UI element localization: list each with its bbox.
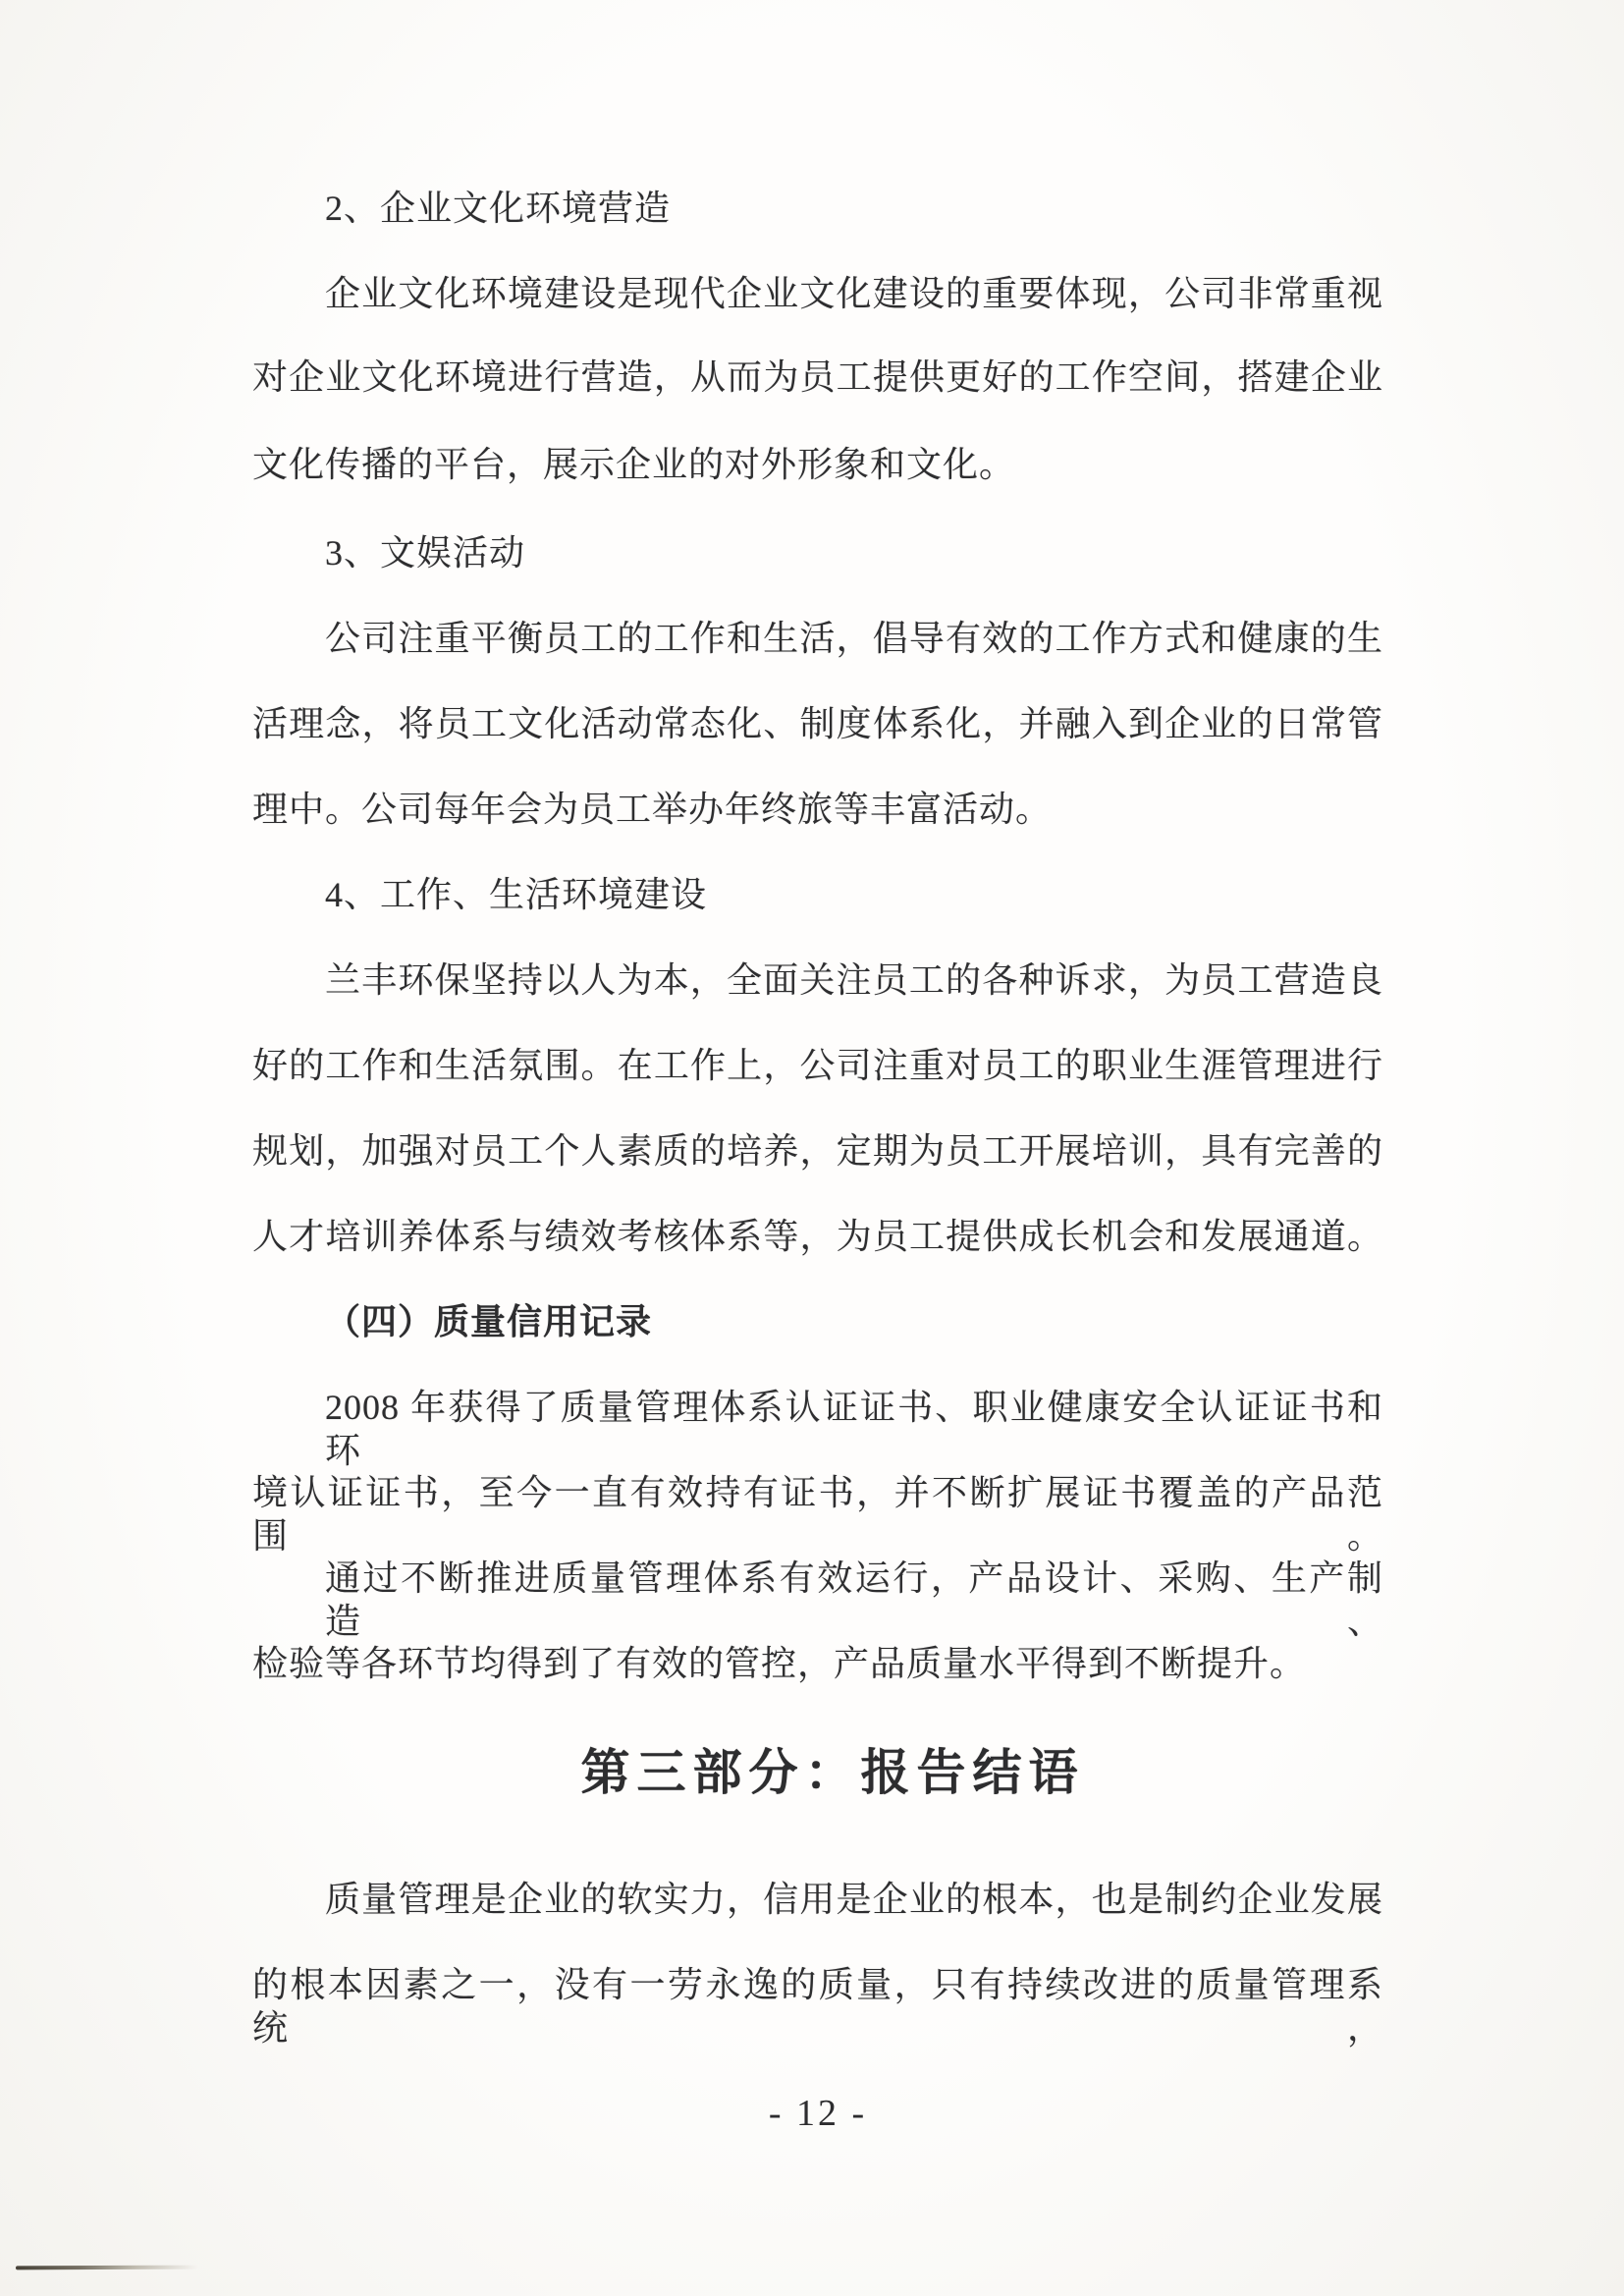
section-heading: 第三部分：报告结语 — [580, 1745, 1085, 1800]
text-line: 活理念，将员工文化活动常态化、制度体系化，并融入到企业的日常管 — [252, 704, 1383, 743]
text-line: 2、企业文化环境营造 — [325, 189, 672, 228]
text-line: 检验等各环节均得到了有效的管控，产品质量水平得到不断提升。 — [252, 1644, 1307, 1683]
text-line: 3、文娱活动 — [325, 533, 526, 573]
text-line: 2008 年获得了质量管理体系认证证书、职业健康安全认证证书和环 — [325, 1388, 1383, 1470]
text-line: 理中。公司每年会为员工举办年终旅等丰富活动。 — [252, 790, 1053, 829]
text-line: 企业文化环境建设是现代企业文化建设的重要体现，公司非常重视 — [325, 274, 1383, 313]
text-line: 境认证证书，至今一直有效持有证书，并不断扩展证书覆盖的产品范围。 — [252, 1473, 1383, 1556]
text-line: 文化传播的平台，展示企业的对外形象和文化。 — [252, 445, 1016, 484]
text-line: 对企业文化环境进行营造，从而为员工提供更好的工作空间，搭建企业 — [252, 357, 1383, 397]
text-line: 兰丰环保坚持以人为本，全面关注员工的各种诉求，为员工营造良 — [325, 960, 1383, 1000]
text-line: 好的工作和生活氛围。在工作上，公司注重对员工的职业生涯管理进行 — [252, 1046, 1383, 1085]
text-line: 的根本因素之一，没有一劳永逸的质量，只有持续改进的质量管理系统， — [252, 1965, 1383, 2048]
text-line: 通过不断推进质量管理体系有效运行，产品设计、采购、生产制造、 — [325, 1558, 1383, 1641]
text-line: 人才培训养体系与绩效考核体系等，为员工提供成长机会和发展通道。 — [252, 1217, 1383, 1256]
text-line: 4、工作、生活环境建设 — [325, 875, 708, 914]
text-line: （四）质量信用记录 — [325, 1302, 653, 1341]
text-line: 质量管理是企业的软实力，信用是企业的根本，也是制约企业发展 — [325, 1880, 1383, 1919]
text-line: 公司注重平衡员工的工作和生活，倡导有效的工作方式和健康的生 — [325, 619, 1383, 658]
text-line: 规划，加强对员工个人素质的培养，定期为员工开展培训，具有完善的 — [252, 1131, 1383, 1171]
page-number: - 12 - — [768, 2093, 868, 2134]
scan-artifact-line — [16, 2266, 198, 2270]
